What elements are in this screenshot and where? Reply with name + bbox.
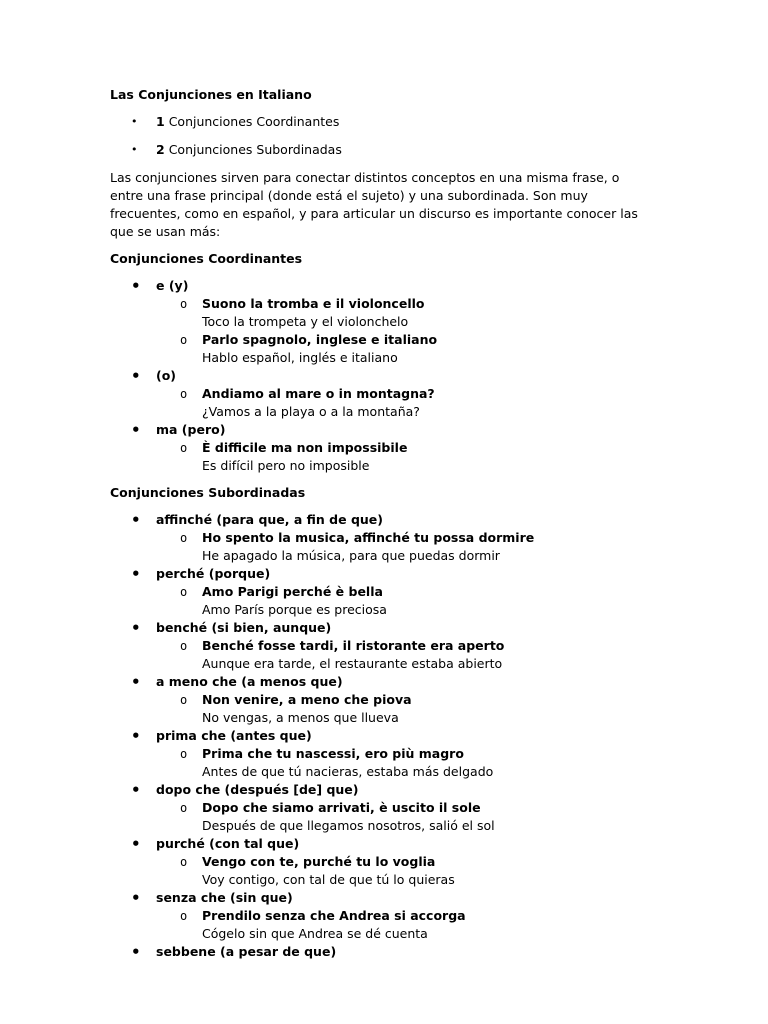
example-item <box>110 691 650 727</box>
example-item <box>110 385 650 421</box>
example-spanish: Hablo español, inglés e italiano <box>202 350 398 365</box>
example-list <box>110 583 650 619</box>
section-title-coordinantes: Conjunciones Coordinantes <box>110 251 303 266</box>
document-title: Las Conjunciones en Italiano <box>110 87 312 102</box>
list-item <box>110 511 650 565</box>
list-item <box>110 367 650 421</box>
example-italian: o Prendilo senza che Andrea si accorga <box>202 907 650 925</box>
example-italian: o Prima che tu nascessi, ero più magro <box>202 745 650 763</box>
conjunction-label: • affinché (para que, a fin de que) <box>110 511 650 529</box>
table-of-contents <box>110 113 650 159</box>
toc-item-subordinadas[interactable] <box>110 141 650 159</box>
conjunction-label: • purché (con tal que) <box>110 835 650 853</box>
conjunction-label: • senza che (sin que) <box>110 889 650 907</box>
conjunction-label: • e (y) <box>110 277 650 295</box>
example-italian: o Andiamo al mare o in montagna? <box>202 385 650 403</box>
conjunction-label: • sebbene (a pesar de que) <box>110 943 650 961</box>
example-item <box>110 583 650 619</box>
example-italian: o Ho spento la musica, affinché tu possa dormire <box>202 529 650 547</box>
list-item <box>110 727 650 781</box>
example-list <box>110 853 650 889</box>
example-spanish: No vengas, a menos que llueva <box>202 710 399 725</box>
example-list <box>110 745 650 781</box>
toc-number: 2 <box>156 142 165 157</box>
conjunction-list-subordinadas <box>110 511 650 961</box>
list-item <box>110 889 650 943</box>
example-italian: o Parlo spagnolo, inglese e italiano <box>202 331 650 349</box>
example-list <box>110 799 650 835</box>
list-item <box>110 565 650 619</box>
example-italian: o Dopo che siamo arrivati, è uscito il sole <box>202 799 650 817</box>
list-item <box>110 835 650 889</box>
example-list <box>110 439 650 475</box>
toc-label: Conjunciones Coordinantes <box>168 114 340 129</box>
conjunction-list-coordinantes <box>110 277 650 475</box>
example-spanish: Voy contigo, con tal de que tú lo quieras <box>202 872 455 887</box>
example-item <box>110 529 650 565</box>
conjunction-label: • (o) <box>110 367 650 385</box>
list-item <box>110 781 650 835</box>
example-italian: o È difficile ma non impossibile <box>202 439 650 457</box>
list-item <box>110 619 650 673</box>
example-spanish: Después de que llegamos nosotros, salió el sol <box>202 818 495 833</box>
example-item <box>110 439 650 475</box>
example-item <box>110 295 650 331</box>
conjunction-label: • perché (porque) <box>110 565 650 583</box>
toc-number: 1 <box>156 114 165 129</box>
section-title-subordinadas: Conjunciones Subordinadas <box>110 485 306 500</box>
example-italian: o Benché fosse tardi, il ristorante era aperto <box>202 637 650 655</box>
list-item <box>110 421 650 475</box>
list-item <box>110 673 650 727</box>
example-item <box>110 799 650 835</box>
toc-item-coordinantes[interactable] <box>110 113 650 131</box>
example-spanish: Es difícil pero no imposible <box>202 458 370 473</box>
example-item <box>110 331 650 367</box>
example-item <box>110 637 650 673</box>
example-spanish: Toco la trompeta y el violonchelo <box>202 314 409 329</box>
example-item <box>110 907 650 943</box>
example-list <box>110 385 650 421</box>
example-item <box>110 853 650 889</box>
example-italian: o Suono la tromba e il violoncello <box>202 295 650 313</box>
example-spanish: Antes de que tú nacieras, estaba más delgado <box>202 764 494 779</box>
example-list <box>110 691 650 727</box>
example-italian: o Amo Parigi perché è bella <box>202 583 650 601</box>
conjunction-label: • a meno che (a menos que) <box>110 673 650 691</box>
document-page <box>110 86 650 970</box>
example-list <box>110 637 650 673</box>
example-list <box>110 907 650 943</box>
list-item <box>110 943 650 961</box>
example-spanish: ¿Vamos a la playa o a la montaña? <box>202 404 420 419</box>
example-italian: o Vengo con te, purché tu lo voglia <box>202 853 650 871</box>
conjunction-label: • ma (pero) <box>110 421 650 439</box>
example-italian: o Non venire, a meno che piova <box>202 691 650 709</box>
example-spanish: Aunque era tarde, el restaurante estaba abierto <box>202 656 503 671</box>
example-list <box>110 295 650 367</box>
conjunction-label: • benché (si bien, aunque) <box>110 619 650 637</box>
intro-paragraph: Las conjunciones sirven para conectar distintos conceptos en una misma frase, o entre una frase principal (donde está el sujeto) y una subordinada. Son muy frecuentes, como en español, y para articular un discurso es importante conocer las que se usan más: <box>110 170 638 239</box>
toc-label: Conjunciones Subordinadas <box>168 142 342 157</box>
conjunction-label: • prima che (antes que) <box>110 727 650 745</box>
example-list <box>110 529 650 565</box>
example-spanish: Cógelo sin que Andrea se dé cuenta <box>202 926 428 941</box>
example-item <box>110 745 650 781</box>
example-spanish: He apagado la música, para que puedas dormir <box>202 548 500 563</box>
list-item <box>110 277 650 367</box>
example-spanish: Amo París porque es preciosa <box>202 602 387 617</box>
conjunction-label: • dopo che (después [de] que) <box>110 781 650 799</box>
